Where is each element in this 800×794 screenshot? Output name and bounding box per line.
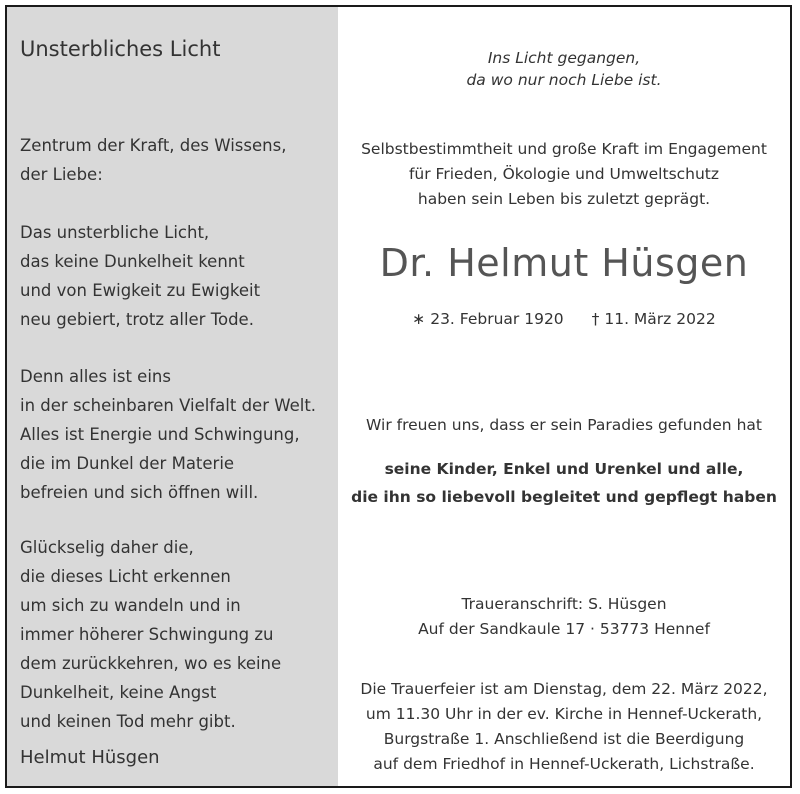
motto-line: da wo nur noch Liebe ist.: [466, 71, 662, 89]
motto: [338, 47, 790, 91]
dedication: [338, 137, 790, 212]
poem-stanza-2: [20, 218, 335, 334]
poem-line: das keine Dunkelheit kennt: [20, 252, 245, 271]
poem-line: Das unsterbliche Licht,: [20, 223, 210, 242]
poem-line: die im Dunkel der Materie: [20, 454, 235, 473]
poem-line: dem zurückkehren, wo es keine: [20, 654, 282, 673]
poem-line: in der scheinbaren Vielfalt der Welt.: [20, 396, 317, 415]
address-line: Auf der Sandkaule 17 · 53773 Hennef: [418, 620, 710, 638]
poem-stanza-1: [20, 131, 335, 189]
notice-panel: [338, 7, 790, 786]
funeral-line: Burgstraße 1. Anschließend ist die Beerdigung: [383, 730, 745, 748]
poem-panel: [7, 7, 338, 786]
poem-line: die dieses Licht erkennen: [20, 567, 231, 586]
thanks-line: Wir freuen uns, dass er sein Paradies gefunden hat: [366, 416, 762, 434]
poem-line: der Liebe:: [20, 165, 103, 184]
family-line: seine Kinder, Enkel und Urenkel und alle,: [384, 460, 744, 478]
funeral-line: um 11.30 Uhr in der ev. Kirche in Hennef-Uckerath,: [365, 705, 763, 723]
birth-date: ∗ 23. Februar 1920: [412, 310, 564, 328]
life-dates: [338, 310, 790, 328]
poem-line: Dunkelheit, keine Angst: [20, 683, 217, 702]
poem-line: Zentrum der Kraft, des Wissens,: [20, 136, 287, 155]
poem-line: immer höherer Schwingung zu: [20, 625, 274, 644]
dedication-line: Selbstbestimmtheit und große Kraft im Engagement: [361, 140, 767, 158]
motto-line: Ins Licht gegangen,: [487, 49, 641, 67]
dedication-line: für Frieden, Ökologie und Umweltschutz: [408, 165, 720, 183]
address-line: Traueranschrift: S. Hüsgen: [461, 595, 667, 613]
poem-author: Helmut Hüsgen: [20, 747, 160, 768]
poem-line: Glückselig daher die,: [20, 538, 194, 557]
poem-line: um sich zu wandeln und in: [20, 596, 241, 615]
poem-line: und keinen Tod mehr gibt.: [20, 712, 236, 731]
poem-line: und von Ewigkeit zu Ewigkeit: [20, 281, 261, 300]
death-date: † 11. März 2022: [591, 310, 716, 328]
funeral-line: auf dem Friedhof in Hennef-Uckerath, Lichstraße.: [373, 755, 755, 773]
poem-line: Denn alles ist eins: [20, 367, 171, 386]
family-signature: [338, 455, 790, 511]
poem-stanza-4: [20, 533, 335, 736]
dedication-line: haben sein Leben bis zuletzt geprägt.: [417, 190, 711, 208]
funeral-line: Die Trauerfeier ist am Dienstag, dem 22. März 2022,: [360, 680, 768, 698]
poem-line: neu gebiert, trotz aller Tode.: [20, 310, 254, 329]
deceased-name: Dr. Helmut Hüsgen: [379, 241, 749, 285]
obituary-frame: [5, 5, 792, 788]
poem-line: befreien und sich öffnen will.: [20, 483, 259, 502]
poem-stanza-3: [20, 362, 335, 507]
funeral-details: [338, 677, 790, 777]
family-line: die ihn so liebevoll begleitet und gepflegt haben: [351, 488, 777, 506]
mourning-address: [338, 592, 790, 642]
poem-line: Alles ist Energie und Schwingung,: [20, 425, 300, 444]
poem-title: Unsterbliches Licht: [20, 37, 221, 61]
